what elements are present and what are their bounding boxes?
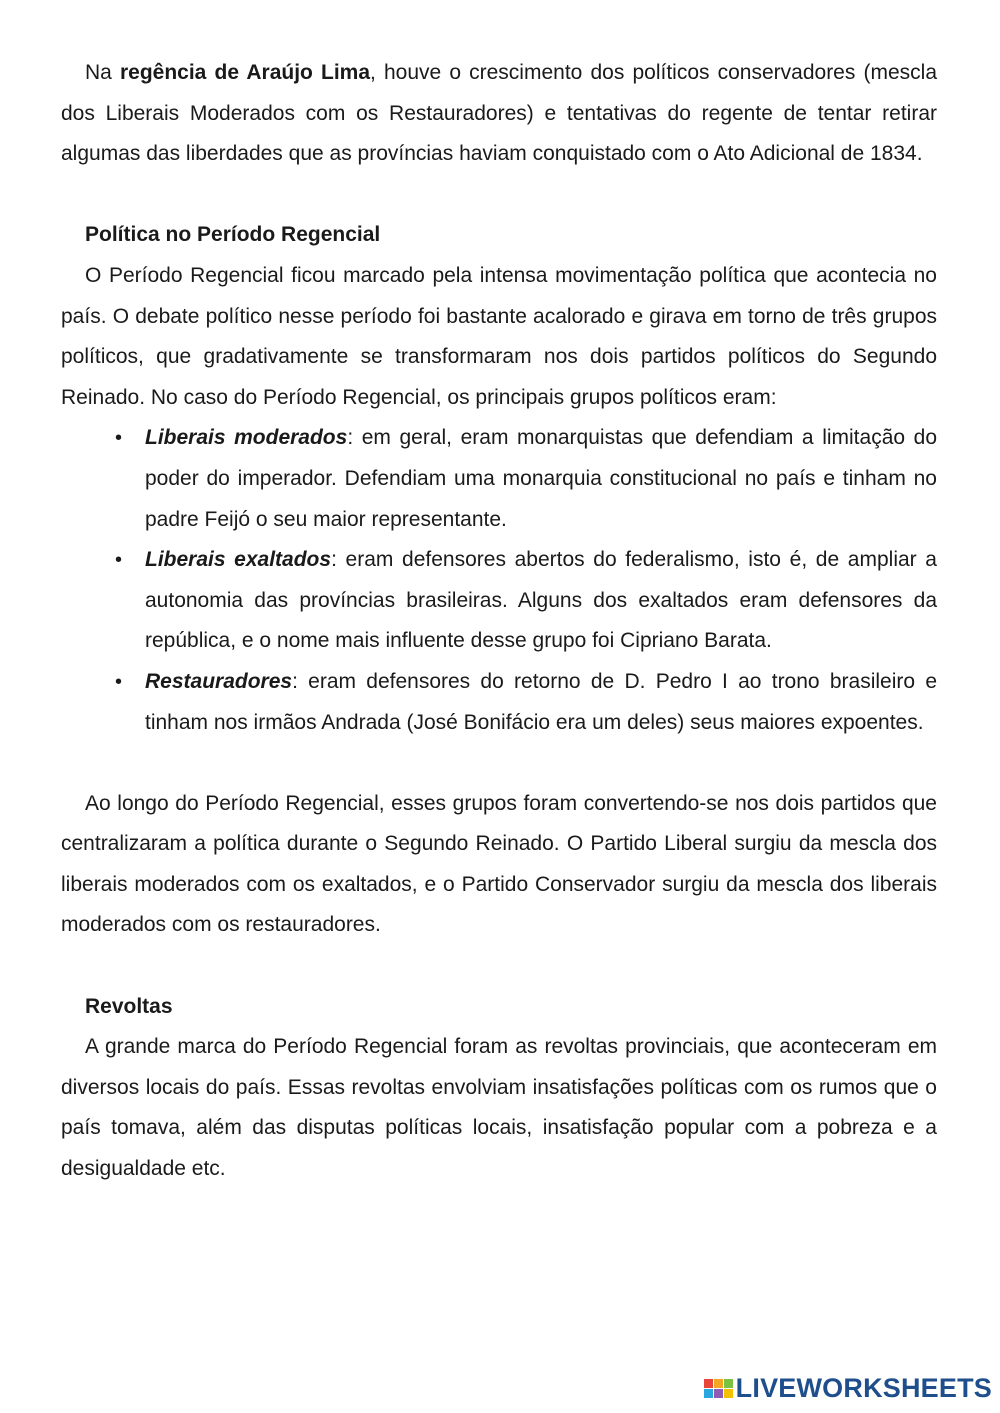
paragraph-araujo-lima xyxy=(61,53,937,175)
spacer xyxy=(61,175,937,216)
list-item-liberais-moderados xyxy=(115,418,937,540)
paragraph-rest: , houve o crescimento dos políticos conservadores (mescla dos Liberais Moderados com os Restauradores) e tentativas do regente de tentar retirar algumas das liberdades que as províncias haviam conquistado com o Ato Adicional de 1834. xyxy=(61,61,938,166)
paragraph-politica: O Período Regencial ficou marcado pela intensa movimentação política que acontecia no país. O debate político nesse período foi bastante acalorado e girava em torno de três grupos políticos, que gradativamente se transformaram nos dois partidos políticos do Segundo Reinado. No caso do Período Regencial, os principais grupos políticos eram: xyxy=(61,263,937,409)
paragraph-bold-term: regência de Araújo Lima xyxy=(119,61,371,84)
list-item-liberais-exaltados xyxy=(115,540,937,662)
liveworksheets-wordmark: LIVEWORKSHEETS xyxy=(735,1372,992,1403)
mark-square xyxy=(704,1389,713,1398)
section-heading-revoltas: Revoltas xyxy=(85,994,173,1018)
document-page xyxy=(61,53,937,1190)
group-description: : eram defensores abertos do federalismo, isto é, de ampliar a autonomia das províncias brasileiras. Alguns dos exaltados eram defensores da república, e o nome mais influente desse grupo foi Cipriano Barata. xyxy=(145,548,937,653)
group-description: : eram defensores do retorno de D. Pedro I ao trono brasileiro e tinham nos irmãos Andrada (José Bonifácio era um deles) seus maiores expoentes. xyxy=(145,669,937,734)
mark-square xyxy=(714,1389,723,1398)
bullet-icon: • xyxy=(115,549,123,572)
mark-square xyxy=(724,1389,733,1398)
spacer xyxy=(61,743,937,784)
paragraph-revoltas: A grande marca do Período Regencial foram as revoltas provinciais, que aconteceram em diversos locais do país. Essas revoltas envolviam insatisfações políticas com os rumos que o país tomava, além das disputas políticas locais, insatisfação popular com a pobreza e a desigualdade etc. xyxy=(61,1035,937,1181)
political-groups-list xyxy=(61,418,937,743)
paragraph-partidos: Ao longo do Período Regencial, esses grupos foram convertendo-se nos dois partidos que centralizaram a política durante o Segundo Reinado. O Partido Liberal surgiu da mescla dos liberais moderados com os exaltados, e o Partido Conservador surgiu da mescla dos liberais moderados com os restauradores. xyxy=(61,791,937,937)
mark-square xyxy=(724,1379,733,1388)
liveworksheets-logo xyxy=(704,1371,992,1405)
bullet-icon: • xyxy=(115,427,123,450)
liveworksheets-mark-icon xyxy=(704,1379,733,1398)
spacer xyxy=(61,946,937,987)
group-description: : em geral, eram monarquistas que defendiam a limitação do poder do imperador. Defendiam uma monarquia constitucional no país e tinham no padre Feijó o seu maior representante. xyxy=(145,426,937,531)
list-item-restauradores xyxy=(115,662,937,743)
mark-square xyxy=(714,1379,723,1388)
paragraph-intro: Na xyxy=(85,61,120,84)
bullet-icon: • xyxy=(115,670,123,693)
group-term: Restauradores xyxy=(145,669,293,693)
mark-square xyxy=(704,1379,713,1388)
group-term: Liberais moderados xyxy=(145,426,348,450)
group-term: Liberais exaltados xyxy=(145,548,332,572)
section-heading-politica: Política no Período Regencial xyxy=(85,223,381,247)
